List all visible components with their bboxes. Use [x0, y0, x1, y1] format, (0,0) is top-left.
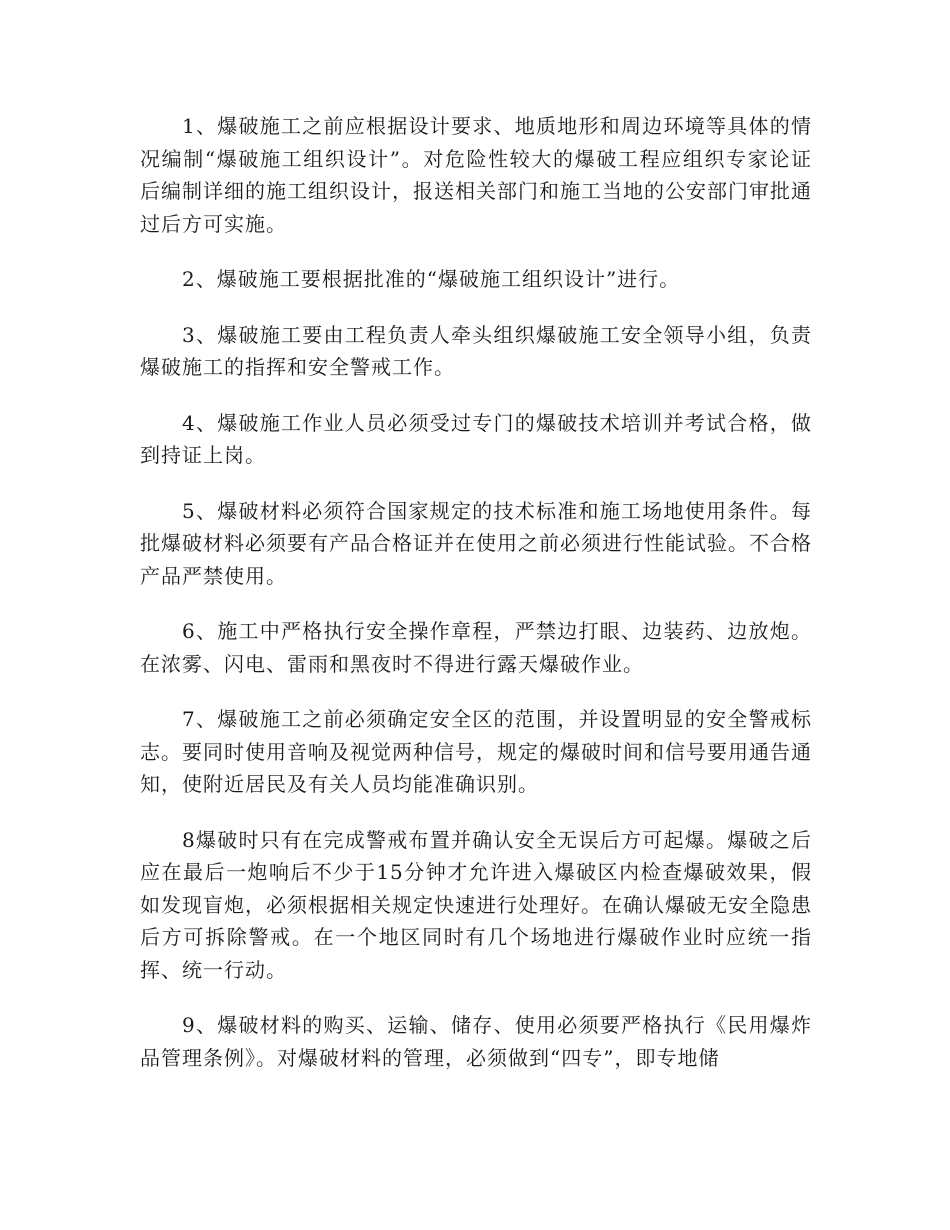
paragraph-6: 6、施工中严格执行安全操作章程，严禁边打眼、边装药、边放炮。在浓雾、闪电、雷雨和黑夜时不得进行露天爆破作业。 [140, 619, 812, 676]
paragraph-4: 4、爆破施工作业人员必须受过专门的爆破技术培训并考试合格，做到持证上岗。 [140, 410, 812, 467]
paragraph-3: 3、爆破施工要由工程负责人牵头组织爆破施工安全领导小组，负责爆破施工的指挥和安全警戒工作。 [140, 322, 812, 379]
paragraph-9: 9、爆破材料的购买、运输、储存、使用必须要严格执行《民用爆炸品管理条例》。对爆破材料的管理，必须做到“四专”，即专地储 [140, 1013, 812, 1070]
paragraph-1: 1、爆破施工之前应根据设计要求、地质地形和周边环境等具体的情况编制“爆破施工组织设计”。对危险性较大的爆破工程应组织专家论证后编制详细的施工组织设计，报送相关部门和施工当地的公安部门审批通过后方可实施。 [140, 114, 812, 236]
paragraph-2: 2、爆破施工要根据批准的“爆破施工组织设计”进行。 [182, 267, 681, 291]
paragraph-5: 5、爆破材料必须符合国家规定的技术标准和施工场地使用条件。每批爆破材料必须要有产品合格证并在使用之前必须进行性能试验。不合格产品严禁使用。 [140, 498, 812, 588]
document-body [140, 110, 812, 1097]
paragraph-8: 8爆破时只有在完成警戒布置并确认安全无误后方可起爆。爆破之后应在最后一炮响后不少于15分钟才允许进入爆破区内检查爆破效果，假如发现盲炮，必须根据相关规定快速进行处理好。在确认爆破无安全隐患后方可拆除警戒。在一个地区同时有几个场地进行爆破作业时应统一指挥、统一行动。 [140, 827, 812, 982]
paragraph-7: 7、爆破施工之前必须确定安全区的范围，并设置明显的安全警戒标志。要同时使用音响及视觉两种信号，规定的爆破时间和信号要用通告通知，使附近居民及有关人员均能准确识别。 [140, 707, 812, 796]
